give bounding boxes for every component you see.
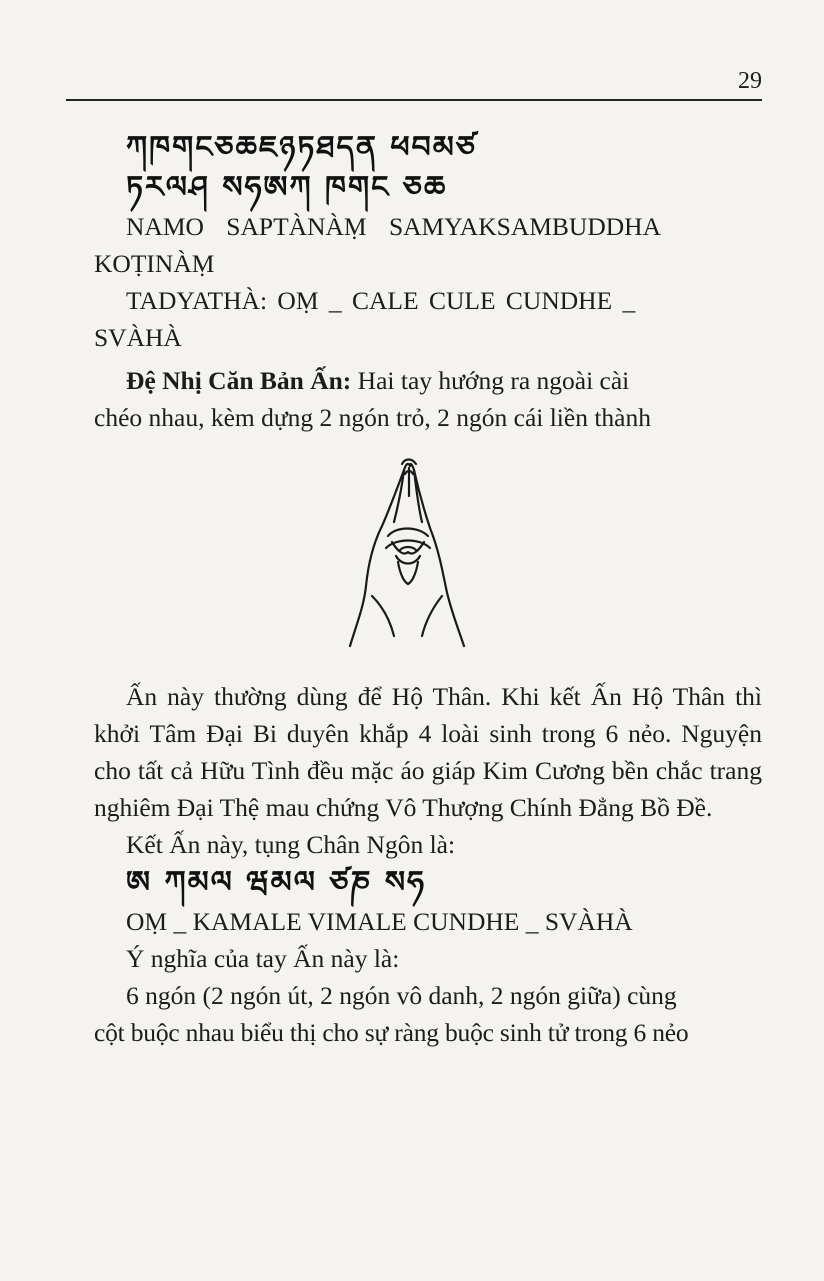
mantra-intro: Kết Ấn này, tụng Chân Ngôn là: bbox=[126, 830, 456, 859]
mantra-roman-line-4: SVÀHÀ bbox=[94, 323, 182, 352]
siddham-script-line-3: ཨ ཀམལ ཝམལ ཙཎ སཧ bbox=[126, 865, 426, 900]
paragraph-meaning-line-2: cột buộc nhau biểu thị cho sự ràng buộc sinh tử trong 6 nẻo bbox=[94, 1018, 689, 1047]
mantra-roman-line-2: KOṬINÀṂ bbox=[94, 249, 215, 278]
mudra-description-line-1 bbox=[94, 362, 762, 399]
mantra2-roman-line: OṂ _ KAMALE VIMALE CUNDHE _ SVÀHÀ bbox=[126, 907, 633, 936]
mudra-heading: Đệ Nhị Căn Bản Ấn: bbox=[126, 366, 352, 395]
praying-hands-icon bbox=[342, 456, 472, 656]
meaning-intro: Ý nghĩa của tay Ấn này là: bbox=[126, 944, 400, 973]
page-number: 29 bbox=[738, 68, 762, 94]
siddham-script-line-1: ཀཁགངཅཆཇཉཏཐདན ཕབམཙ bbox=[126, 130, 477, 165]
mudra-illustration bbox=[94, 456, 762, 656]
page-content bbox=[94, 128, 762, 1051]
header-rule bbox=[66, 99, 762, 101]
paragraph-meaning-line-1: 6 ngón (2 ngón út, 2 ngón vô danh, 2 ngón giữa) cùng bbox=[126, 981, 677, 1010]
mudra-description-line-2: chéo nhau, kèm dựng 2 ngón trỏ, 2 ngón cái liền thành bbox=[94, 403, 651, 432]
siddham-script-line-2: ཏརལཤ སཧཨཀ ཁགང ཅཆ bbox=[126, 170, 448, 205]
paragraph-ho-than: Ấn này thường dùng để Hộ Thân. Khi kết Ấn Hộ Thân thì khởi Tâm Đại Bi duyên khắp 4 loài sinh trong 6 nẻo. Nguyện cho tất cả Hữu Tình đều mặc áo giáp Kim Cương bền chắc trang nghiêm Đại Thệ mau chứng Vô Thượng Chính Đẳng Bồ Đề. bbox=[94, 682, 762, 822]
mantra-roman-line-3: TADYATHÀ: OṂ _ CALE CULE CUNDHE _ bbox=[126, 286, 636, 315]
mudra-description-text: Hai tay hướng ra ngoài cài bbox=[351, 366, 630, 395]
mantra-roman-line-1: NAMO SAPTÀNÀṂ SAMYAKSAMBUDDHA bbox=[126, 212, 661, 241]
